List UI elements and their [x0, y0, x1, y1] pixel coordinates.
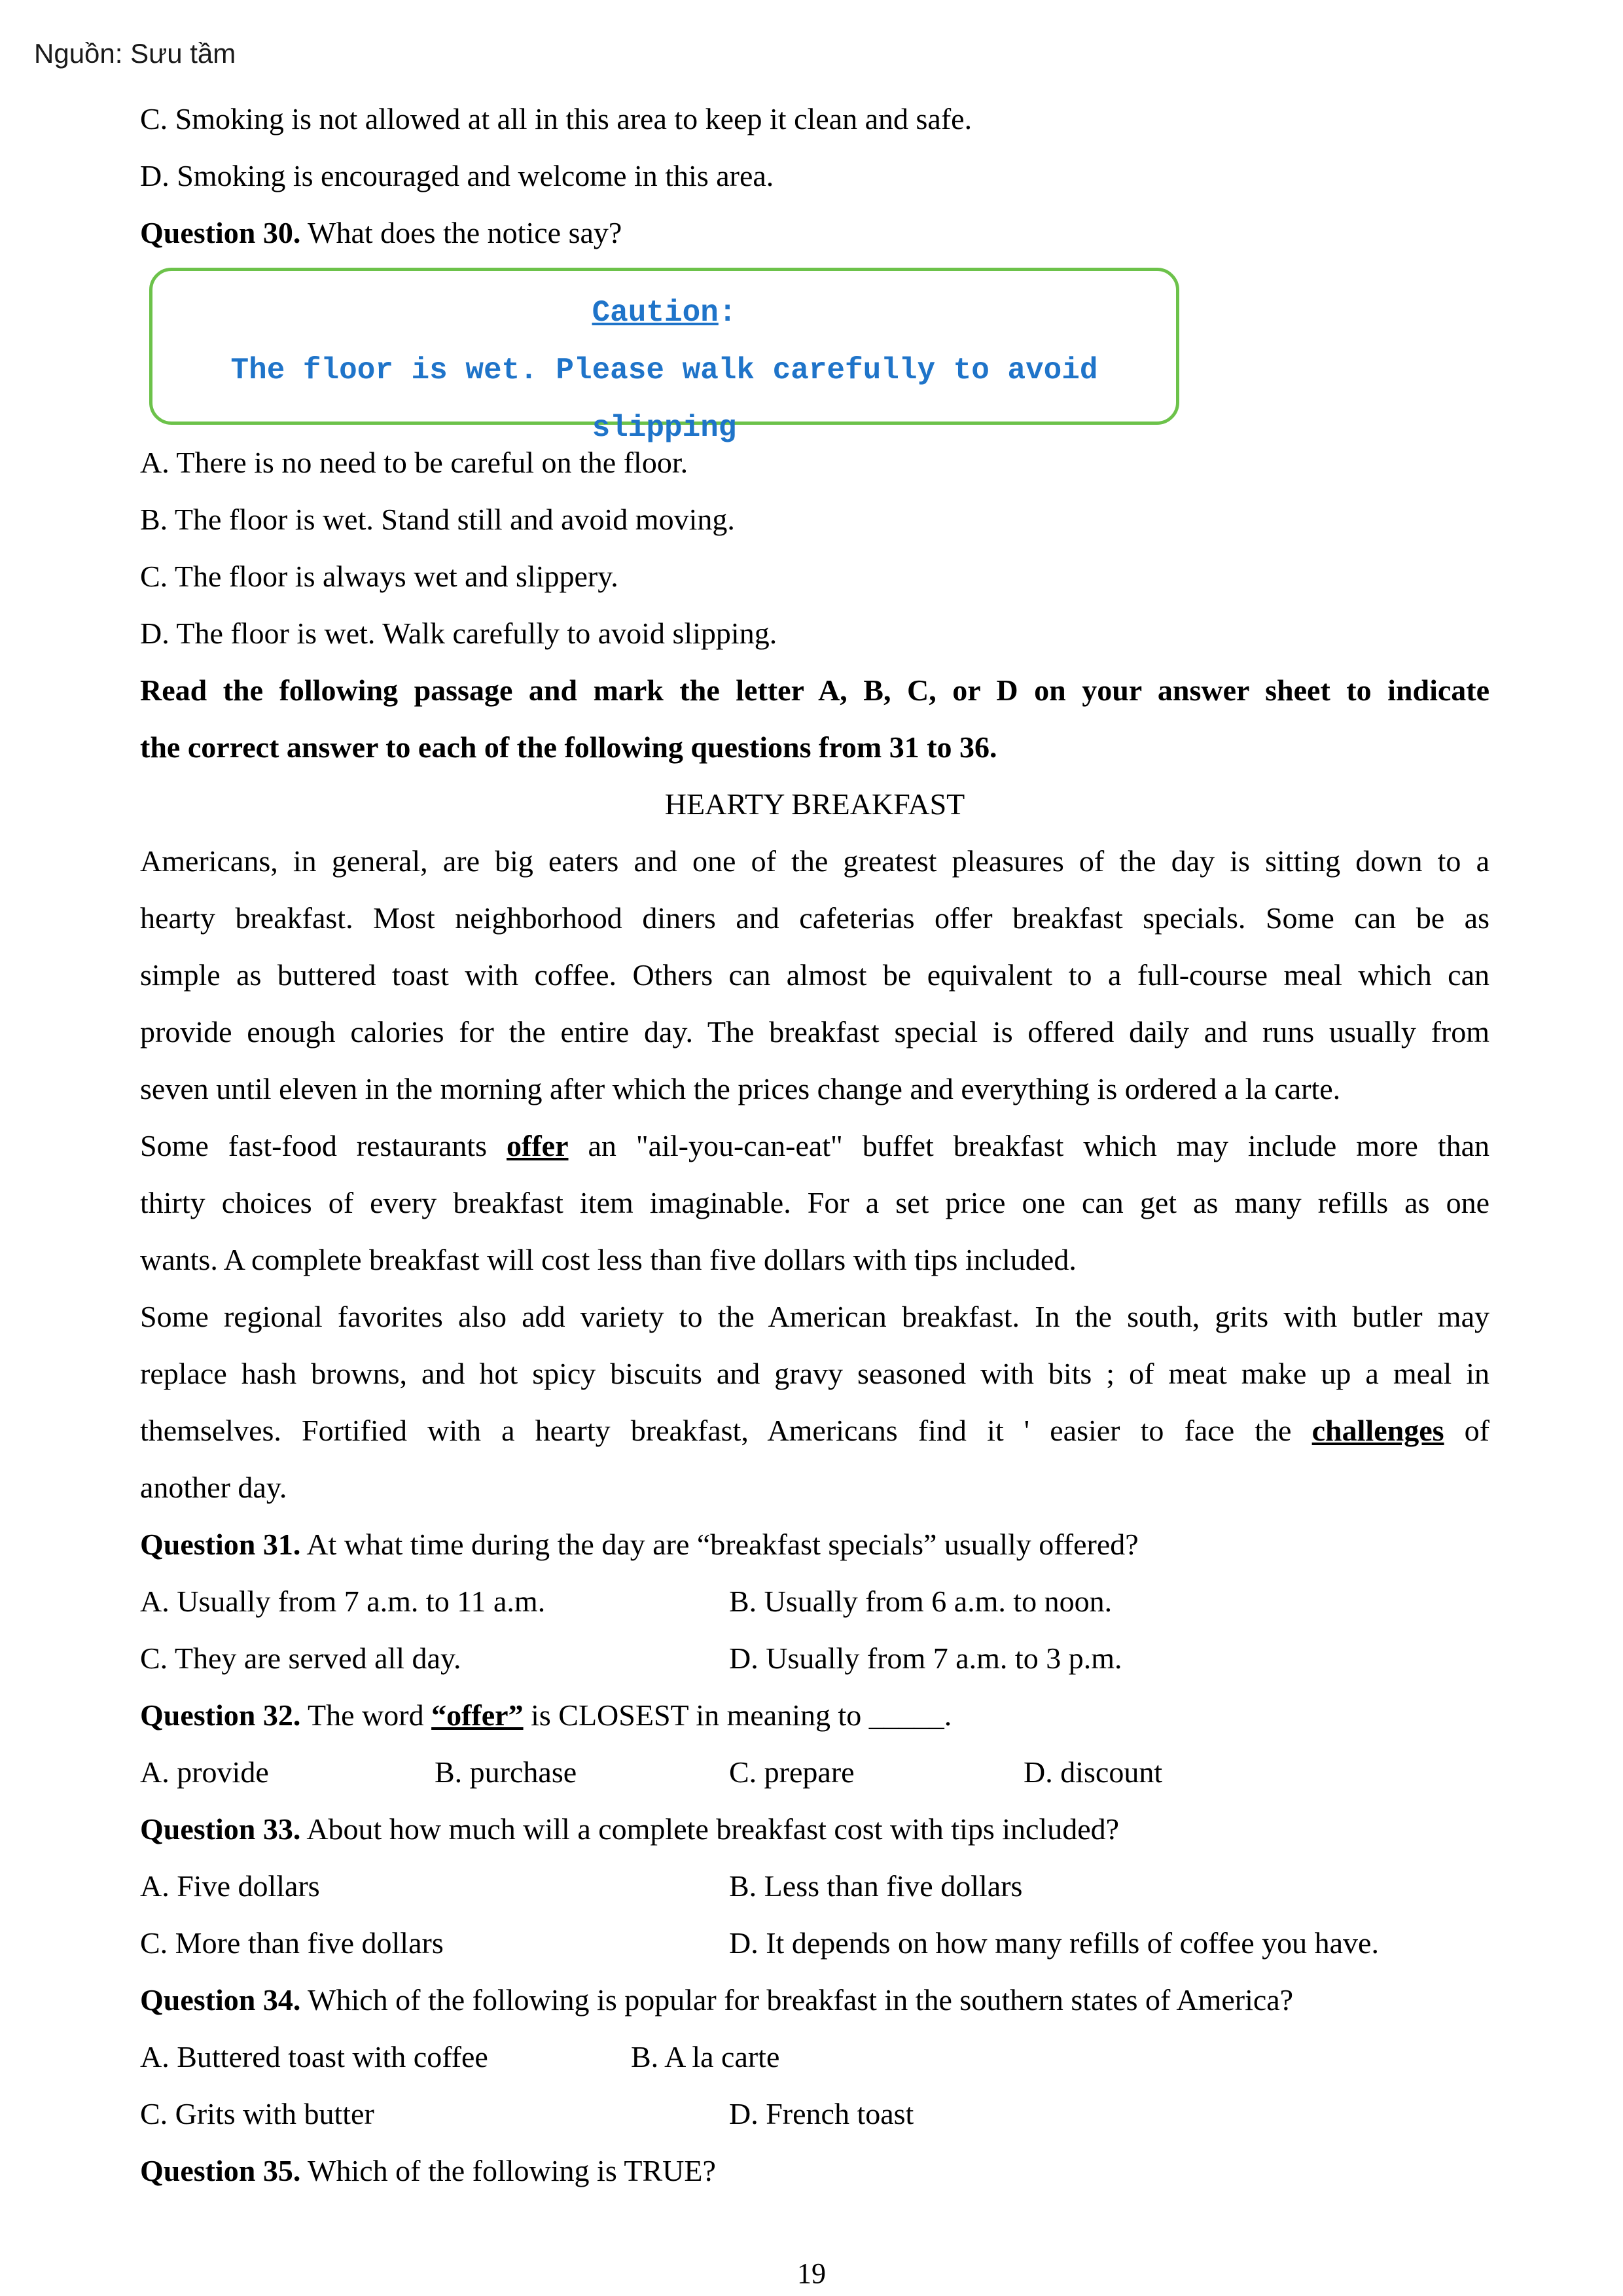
q34-options-row-2: [140, 2085, 1489, 2142]
q34-stem: [140, 1971, 1489, 2028]
q30-option-d: D. The floor is wet. Walk carefully to avoid slipping.: [140, 617, 777, 650]
q34-option-b: B. A la carte: [631, 2040, 780, 2073]
q33-text: About how much will a complete breakfast cost with tips included?: [300, 1812, 1120, 1846]
passage-line: hearty breakfast. Most neighborhood diners and cafeterias offer breakfast specials. Some can be as: [140, 901, 1489, 935]
q31-stem: [140, 1516, 1489, 1573]
q32-stem: [140, 1687, 1489, 1744]
q32-text: The word: [300, 1698, 432, 1732]
q32-label: Question 32.: [140, 1698, 301, 1732]
q32-option-d: D. discount: [1024, 1755, 1163, 1789]
q31-option-a: A. Usually from 7 a.m. to 11 a.m.: [140, 1585, 546, 1618]
q33-option-c: C. More than five dollars: [140, 1926, 444, 1960]
passage-title: HEARTY BREAKFAST: [664, 787, 965, 821]
passage-text: an "ail-you-can-eat" buffet breakfast which may include more than: [568, 1129, 1489, 1162]
q31-options-row-1: [140, 1573, 1489, 1630]
q31-options-row-2: [140, 1630, 1489, 1687]
source-note: Nguồn: Sưu tầm: [34, 38, 236, 69]
page-content: [140, 90, 1489, 2199]
passage-line: simple as buttered toast with coffee. Others can almost be equivalent to a full-course meal which can: [140, 958, 1489, 992]
passage-text: of: [1444, 1414, 1489, 1447]
caution-notice: [149, 268, 1179, 445]
q32-options-row: [140, 1744, 1489, 1801]
passage-line: seven until eleven in the morning after which the prices change and everything is ordered a la carte.: [140, 1072, 1341, 1105]
q33-options-row-1: [140, 1857, 1489, 1914]
q31-option-b: B. Usually from 6 a.m. to noon.: [729, 1585, 1113, 1618]
q34-option-c: C. Grits with butter: [140, 2097, 374, 2130]
q35-text: Which of the following is TRUE?: [300, 2154, 716, 2187]
passage-line: provide enough calories for the entire day. The breakfast special is offered daily and runs usually from: [140, 1015, 1489, 1049]
q34-option-d: D. French toast: [729, 2097, 914, 2130]
notice-body: The floor is wet. Please walk carefully to avoid slipping: [230, 353, 1098, 445]
q30-label: Question 30.: [140, 216, 301, 249]
instructions-line-2: the correct answer to each of the following questions from 31 to 36.: [140, 730, 997, 764]
q35-stem: [140, 2142, 1489, 2199]
q32-option-c: C. prepare: [729, 1755, 855, 1789]
q33-option-d: D. It depends on how many refills of coffee you have.: [729, 1926, 1379, 1960]
q30-option-a: A. There is no need to be careful on the floor.: [140, 446, 688, 479]
q32-keyword: “offer”: [431, 1698, 524, 1732]
q35-label: Question 35.: [140, 2154, 301, 2187]
q33-option-a: A. Five dollars: [140, 1869, 320, 1903]
passage-line: Some regional favorites also add variety to the American breakfast. In the south, grits with butler may: [140, 1300, 1489, 1333]
q32-option-b: B. purchase: [435, 1755, 577, 1789]
q33-stem: [140, 1801, 1489, 1857]
passage-line: another day.: [140, 1471, 287, 1504]
notice-title-line: [152, 271, 1176, 342]
q33-options-row-2: [140, 1914, 1489, 1971]
q34-option-a: A. Buttered toast with coffee: [140, 2040, 488, 2073]
q31-option-c: C. They are served all day.: [140, 1641, 461, 1675]
q31-label: Question 31.: [140, 1528, 301, 1561]
q30-option-c: C. The floor is always wet and slippery.: [140, 560, 618, 593]
page-number: 19: [797, 2257, 826, 2289]
q34-text: Which of the following is popular for breakfast in the southern states of America?: [300, 1983, 1294, 2017]
q33-label: Question 33.: [140, 1812, 301, 1846]
q33-option-b: B. Less than five dollars: [729, 1869, 1023, 1903]
passage-text: themselves. Fortified with a hearty breakfast, Americans find it ' easier to face the: [140, 1414, 1312, 1447]
q29-option-c: C. Smoking is not allowed at all in this area to keep it clean and safe.: [140, 102, 972, 135]
notice-title: Caution: [592, 296, 719, 330]
q30-stem: [140, 204, 1489, 261]
passage-text: Some fast-food restaurants: [140, 1129, 507, 1162]
passage-line: wants. A complete breakfast will cost less than five dollars with tips included.: [140, 1243, 1077, 1276]
q32-text: is CLOSEST in meaning to _____.: [523, 1698, 952, 1732]
q31-text: At what time during the day are “breakfast specials” usually offered?: [300, 1528, 1139, 1561]
q34-label: Question 34.: [140, 1983, 301, 2017]
q30-option-b: B. The floor is wet. Stand still and avoid moving.: [140, 503, 735, 536]
q31-option-d: D. Usually from 7 a.m. to 3 p.m.: [729, 1641, 1122, 1675]
passage-line: replace hash browns, and hot spicy biscuits and gravy seasoned with bits ; of meat make up a meal in: [140, 1357, 1489, 1390]
q32-option-a: A. provide: [140, 1755, 269, 1789]
passage-line: [140, 1117, 1489, 1174]
instructions-line-1: Read the following passage and mark the letter A, B, C, or D on your answer sheet to indicate: [140, 673, 1489, 707]
q34-options-row-1: [140, 2028, 1489, 2085]
q29-option-d: D. Smoking is encouraged and welcome in this area.: [140, 159, 774, 192]
notice-colon: :: [718, 296, 737, 330]
passage-line: [140, 1402, 1489, 1459]
highlighted-word-offer: offer: [507, 1129, 569, 1162]
passage-line: Americans, in general, are big eaters and one of the greatest pleasures of the day is sitting down to a: [140, 844, 1489, 878]
highlighted-word-challenges: challenges: [1311, 1414, 1444, 1447]
q30-text: What does the notice say?: [300, 216, 622, 249]
passage-line: thirty choices of every breakfast item imaginable. For a set price one can get as many refills as one: [140, 1186, 1489, 1219]
